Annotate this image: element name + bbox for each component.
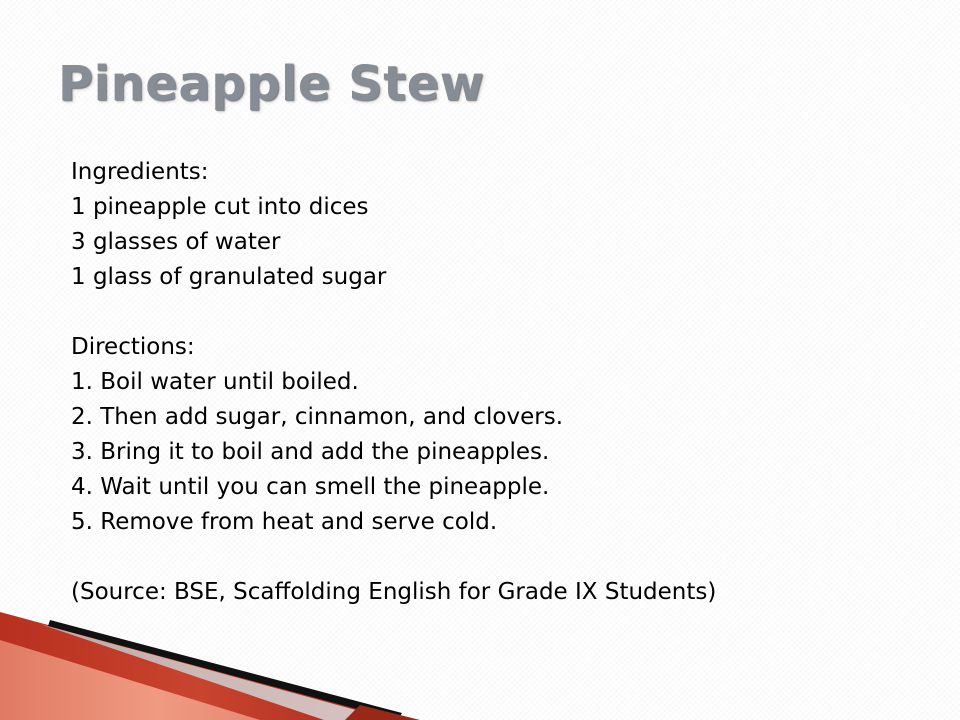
direction-step: 2. Then add sugar, cinnamon, and clovers. bbox=[71, 404, 564, 430]
spacer bbox=[71, 295, 941, 330]
recipe-body bbox=[71, 155, 941, 610]
spacer bbox=[71, 540, 941, 575]
red-wedge bbox=[0, 612, 400, 720]
red-tip bbox=[345, 705, 420, 720]
direction-step: 5. Remove from heat and serve cold. bbox=[71, 509, 498, 535]
ingredient-item: 3 glasses of water bbox=[71, 229, 281, 255]
ingredient-item: 1 glass of granulated sugar bbox=[71, 264, 387, 290]
direction-step: 3. Bring it to boil and add the pineapples. bbox=[71, 439, 550, 465]
black-stripe bbox=[48, 620, 402, 720]
direction-step: 1. Boil water until boiled. bbox=[71, 369, 359, 395]
grey-wedge bbox=[40, 624, 400, 720]
direction-step: 4. Wait until you can smell the pineapple. bbox=[71, 474, 550, 500]
ingredient-item: 1 pineapple cut into dices bbox=[71, 194, 369, 220]
ingredients-heading: Ingredients: bbox=[71, 159, 209, 185]
slide-title: Pineapple Stew bbox=[58, 56, 485, 112]
source-citation: (Source: BSE, Scaffolding English for Grade IX Students) bbox=[71, 579, 717, 605]
directions-heading: Directions: bbox=[71, 334, 195, 360]
salmon-wedge bbox=[0, 640, 260, 720]
